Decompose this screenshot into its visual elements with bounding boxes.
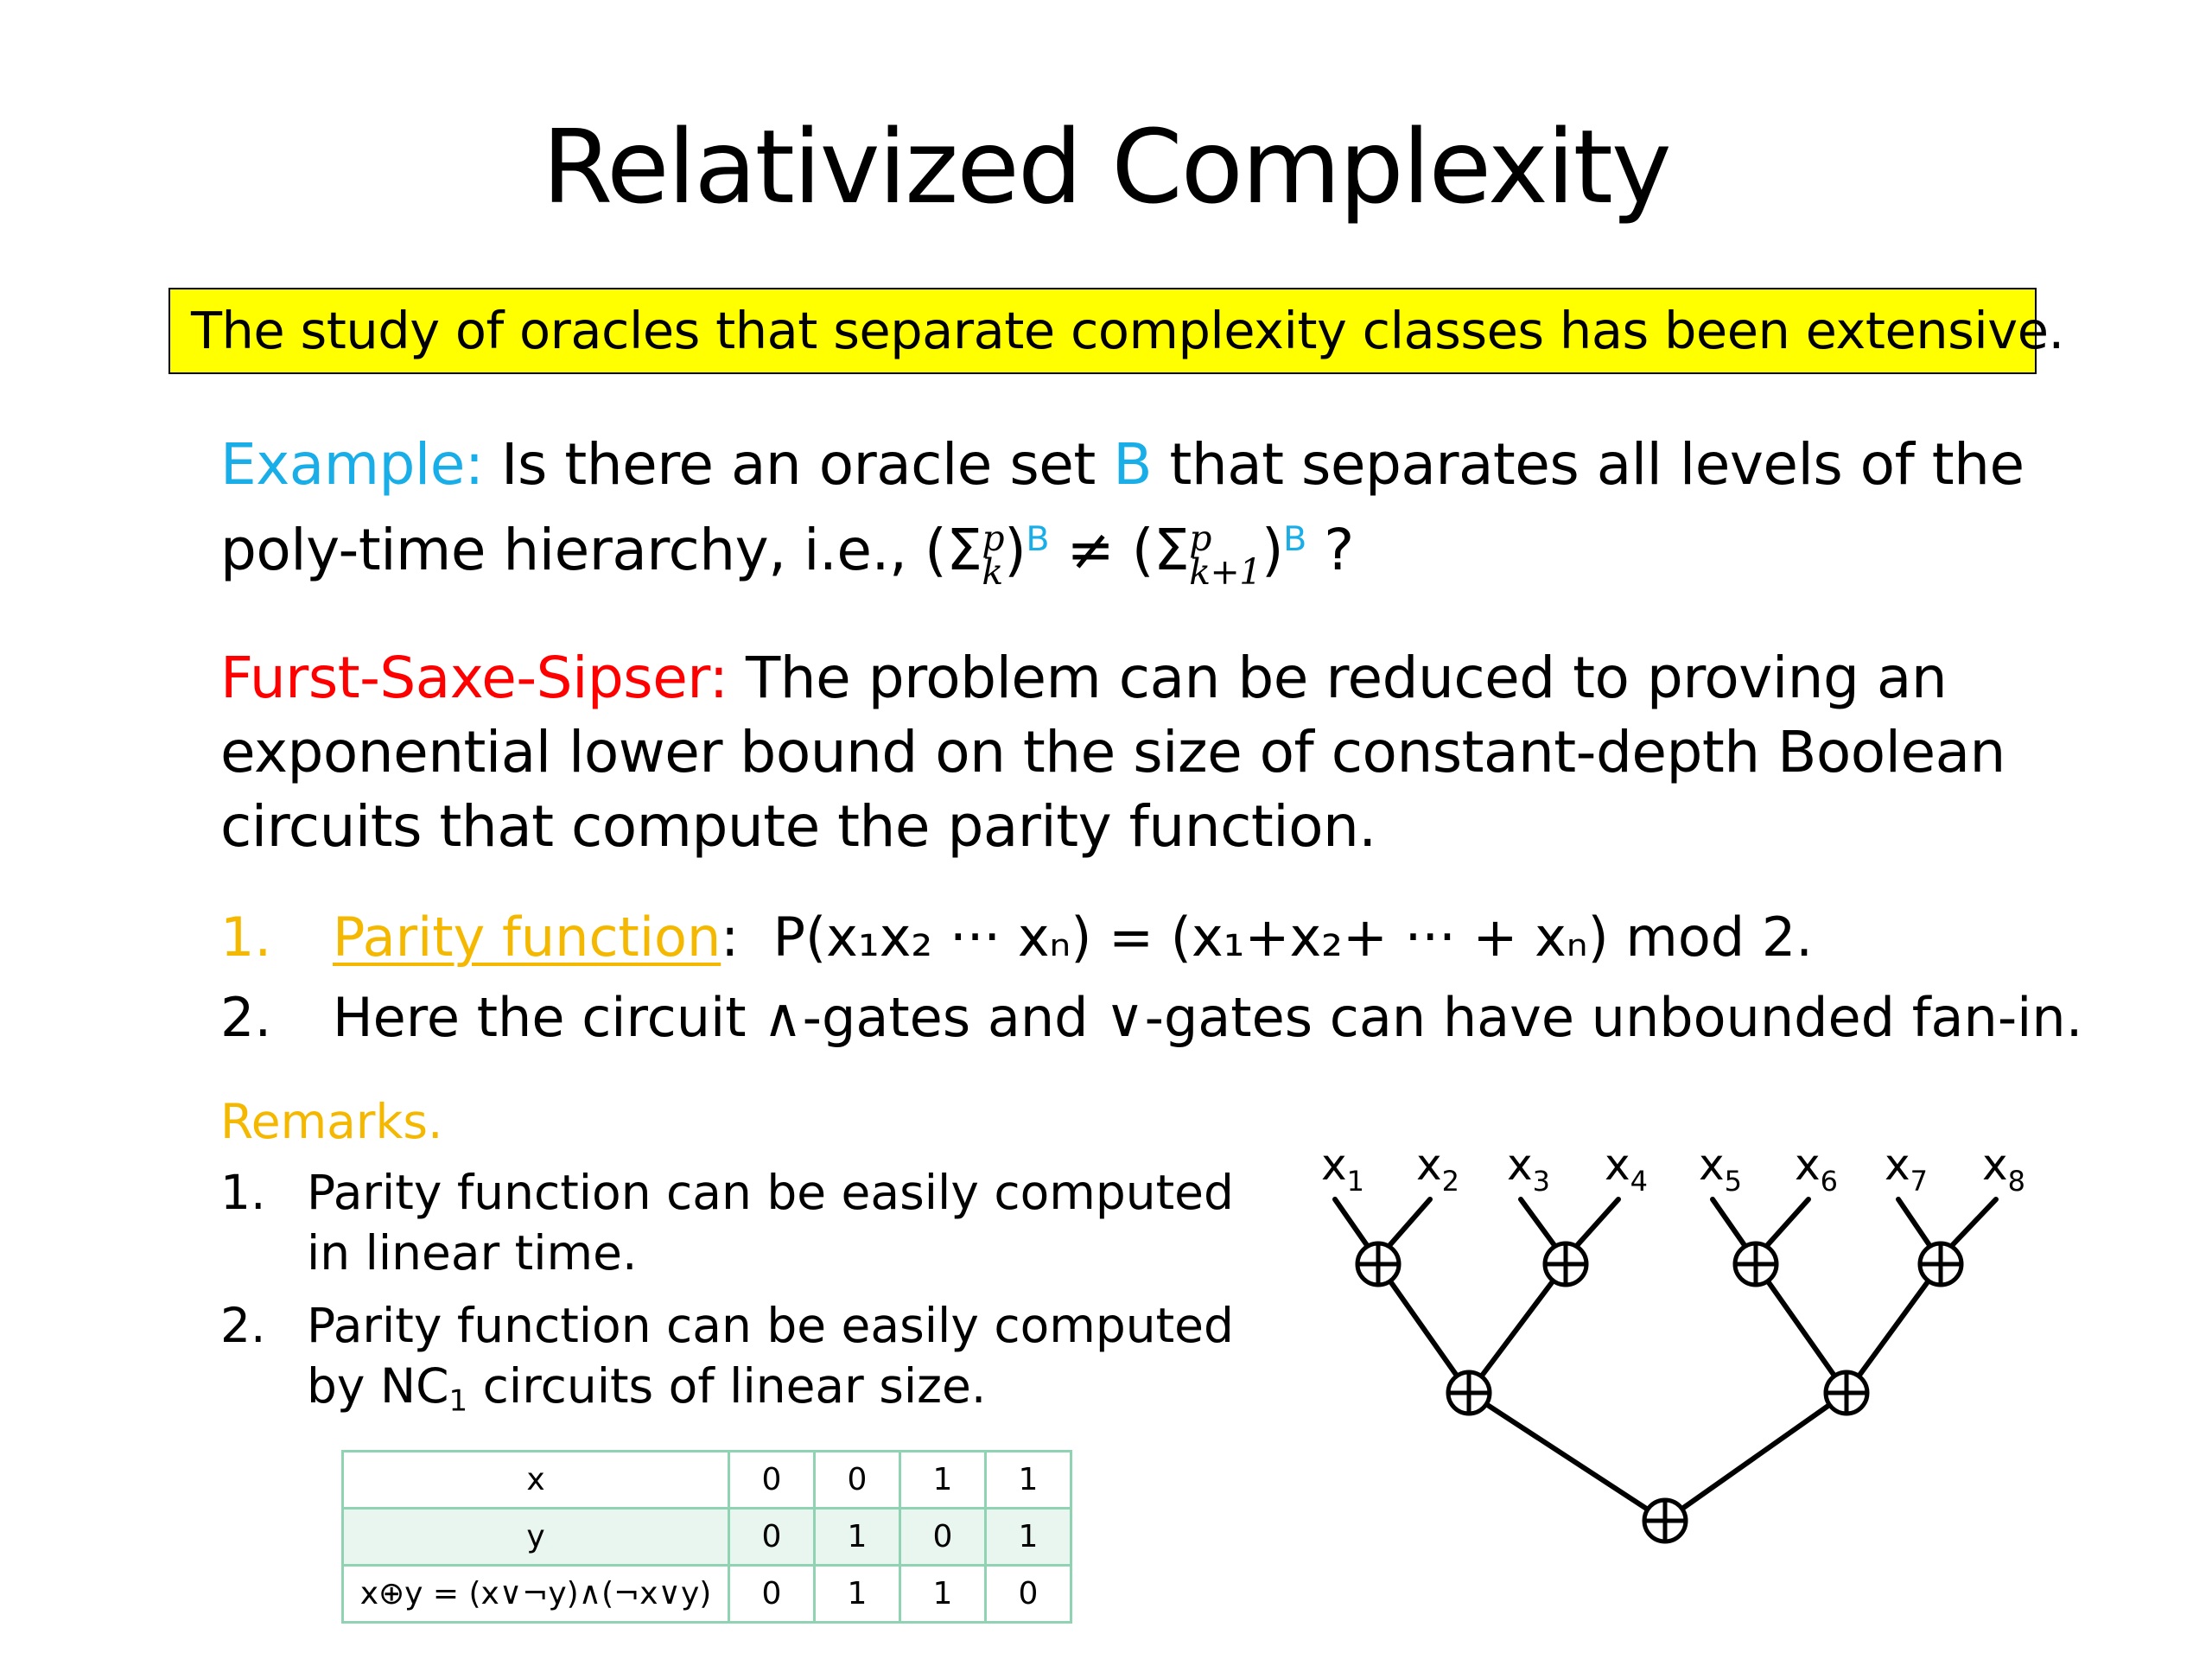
fss-line-2: exponential lower bound on the size of constant-depth Boolean [220, 719, 2005, 785]
example-text-b: that separates all levels of the [1152, 431, 2024, 498]
highlight-banner: The study of oracles that separate complexity classes has been extensive. [168, 288, 2037, 374]
circuit-wire [1756, 1264, 1847, 1393]
neq-text: ≠ (Σ [1049, 516, 1190, 583]
table-cell: 1 [815, 1566, 900, 1623]
circuit-wire [1335, 1199, 1368, 1247]
circuit-wire [1378, 1264, 1469, 1393]
fss-line-3: circuits that compute the parity function. [220, 793, 1376, 860]
circuit-wire [1951, 1199, 1996, 1247]
input-label: $x_6$ [1795, 1140, 1838, 1198]
table-cell: 1 [986, 1509, 1071, 1566]
input-label: $x_1$ [1321, 1140, 1364, 1198]
remark-item: 2. Parity function can be easily computed by $NC_1$ circuits of linear size. [220, 1298, 1234, 1419]
table-cell: 1 [900, 1566, 986, 1623]
circuit-wire [1469, 1264, 1566, 1393]
table-cell: 0 [729, 1509, 815, 1566]
example-line-2: poly-time hierarchy, i.e., (Σ p k )$^B$ ≠ (Σ p k+1 )$^B$ ? [220, 516, 1354, 593]
parity-expression: P(x₁x₂ ··· xₙ) = (x₁+x₂+ ··· + xₙ) mod 2. [772, 906, 1813, 969]
circuit-wire [1521, 1199, 1555, 1247]
oracle-set-name: B [1113, 431, 1153, 498]
list-number: 2. [220, 986, 272, 1049]
table-row-header: x⊕y = (x∨¬y)∧(¬x∨y) [343, 1566, 729, 1623]
example-text-a: Is there an oracle set [483, 431, 1114, 498]
circuit-wire [1898, 1199, 1930, 1247]
sigma-k-scripts: p k [982, 518, 1005, 593]
table-cell: 1 [986, 1452, 1071, 1509]
circuit-wire [1665, 1393, 1847, 1521]
remark-item: 1. Parity function can be easily computed in linear time. [220, 1165, 1234, 1281]
input-label: $x_5$ [1699, 1140, 1742, 1198]
input-label: $x_8$ [1982, 1140, 2025, 1198]
fss-line-1: Furst-Saxe-Sipser: The problem can be reduced to proving an [220, 645, 1948, 711]
table-row-header: x [343, 1452, 729, 1509]
list-item: 2. Here the circuit ∧-gates and ∨-gates can have unbounded fan-in. [220, 983, 2082, 1052]
parity-function-link[interactable]: Parity function [333, 906, 721, 969]
circuit-wire [1847, 1264, 1941, 1393]
input-label: $x_3$ [1507, 1140, 1550, 1198]
circuit-wire [1389, 1199, 1430, 1247]
remarks-heading: Remarks. [220, 1094, 443, 1149]
table-cell: 1 [900, 1452, 986, 1509]
oracle-superscript: B [1026, 519, 1049, 559]
list-item: 1. Parity function: P(x₁x₂ ··· xₙ) = (x₁+x₂+ ··· + xₙ) mod 2. [220, 903, 2082, 972]
sigma-k1-scripts: p k+1 [1189, 518, 1262, 593]
example-label: Example: [220, 431, 484, 498]
table-cell: 0 [729, 1566, 815, 1623]
example-line2-text: poly-time hierarchy, i.e., (Σ [220, 516, 982, 583]
table-cell: 1 [815, 1509, 900, 1566]
circuit-wire [1576, 1199, 1618, 1247]
list-number: 1. [220, 906, 272, 969]
input-label: $x_2$ [1416, 1140, 1459, 1198]
table-cell: 0 [900, 1509, 986, 1566]
table-cell: 0 [729, 1452, 815, 1509]
table-cell: 0 [986, 1566, 1071, 1623]
circuit-wire [1469, 1393, 1665, 1521]
slide-title: Relativized Complexity [542, 107, 1670, 226]
fss-label: Furst-Saxe-Sipser: [220, 645, 728, 711]
input-label: $x_7$ [1885, 1140, 1928, 1198]
input-label: $x_4$ [1605, 1140, 1648, 1198]
table-cell: 0 [815, 1452, 900, 1509]
circuit-wire [1766, 1199, 1808, 1247]
circuit-wire [1713, 1199, 1745, 1247]
oracle-superscript: B [1283, 519, 1306, 559]
table-row-header: y [343, 1509, 729, 1566]
